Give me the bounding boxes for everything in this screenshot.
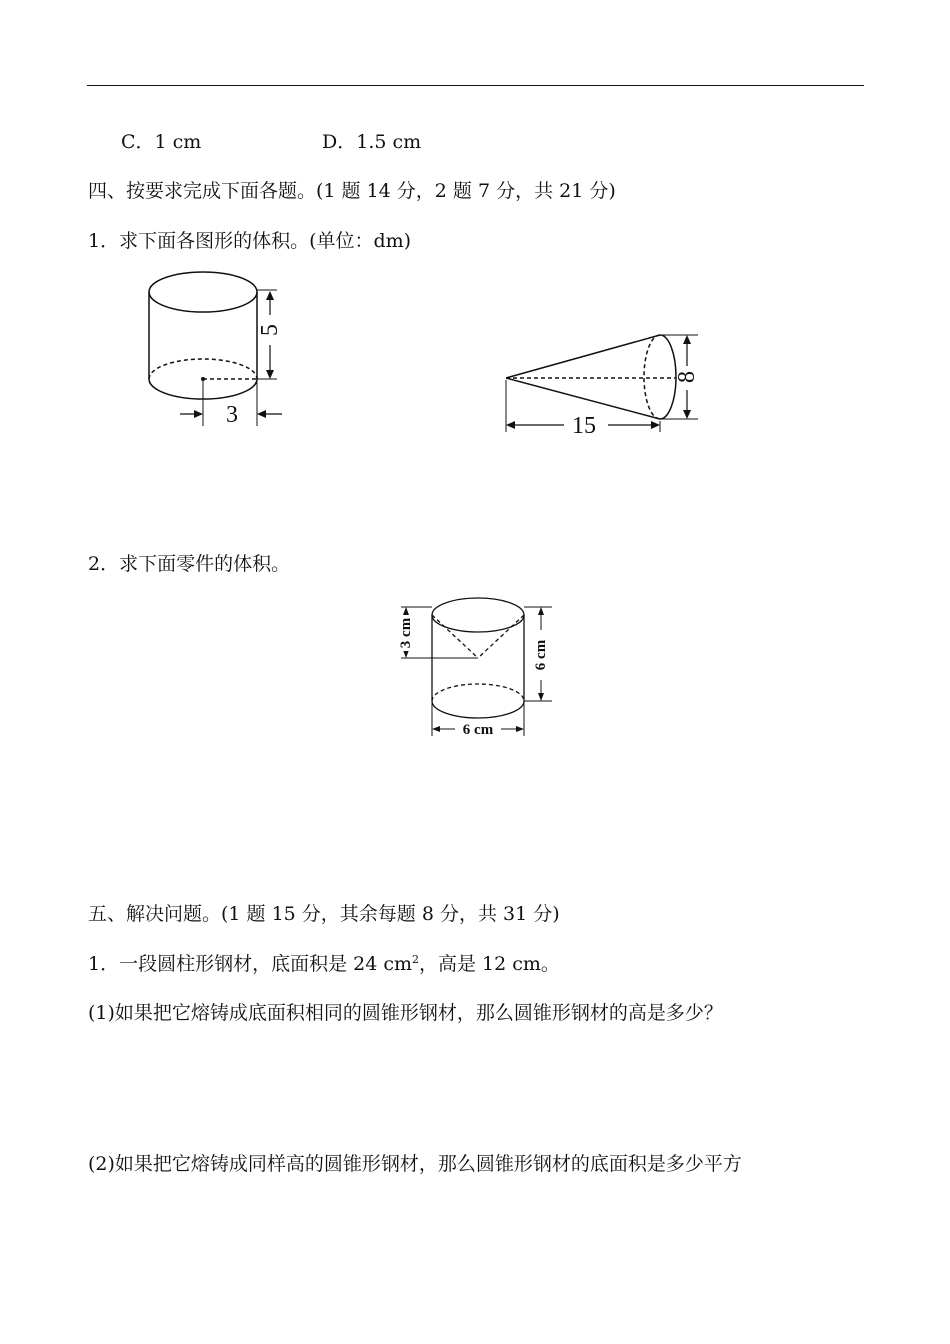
part-figure: [385, 590, 565, 740]
cylinder-top-ellipse: [149, 272, 257, 312]
section4-heading: 四、按要求完成下面各题。(1 题 14 分，2 题 7 分，共 21 分): [88, 180, 616, 202]
section4-question1: 1．求下面各图形的体积。(单位：dm): [88, 230, 412, 252]
part-bottom-back: [432, 684, 524, 701]
square-superscript: 2: [412, 953, 420, 966]
cone-height-arrow-left: [506, 421, 515, 429]
section5-question1-part2: (2)如果把它熔铸成同样高的圆锥形钢材，那么圆锥形钢材的底面积是多少平方: [88, 1153, 742, 1175]
cone-diameter-label: 8: [674, 371, 700, 383]
cylinder-height-arrow-top: [266, 291, 274, 300]
cone-diameter-arrow-top: [683, 335, 691, 344]
cylinder-bottom-back: [149, 359, 257, 379]
part-cone-hole-right: [478, 615, 524, 658]
section5-question1-height: ，高是 12 cm。: [419, 953, 560, 975]
cylinder-radius-label: 3: [226, 402, 238, 428]
cone-upper-slant: [506, 335, 660, 378]
cylinder-radius-arrow-right: [257, 410, 266, 418]
section5-question1-text: 1．一段圆柱形钢材，底面积是 24 cm: [88, 953, 413, 975]
section5-question1: [88, 952, 560, 976]
option-d: D．1.5 cm: [322, 131, 422, 153]
cylinder-radius-arrow-left: [194, 410, 203, 418]
section4-question2: 2．求下面零件的体积。: [88, 553, 291, 575]
cone-base-back: [644, 335, 660, 419]
section5-question1-part1: (1)如果把它熔铸成底面积相同的圆锥形钢材，那么圆锥形钢材的高是多少？: [88, 1002, 723, 1024]
cylinder-height-label: 5: [257, 324, 283, 336]
section5-heading: 五、解决问题。(1 题 15 分，其余每题 8 分，共 31 分): [88, 903, 560, 925]
cylinder-figure: [140, 262, 300, 434]
cylinder-height-arrow-bottom: [266, 370, 274, 379]
part-bottom-front: [432, 701, 524, 718]
cone-diameter-arrow-bottom: [683, 410, 691, 419]
part-diameter-label: 6 cm: [462, 722, 494, 738]
cone-figure: [500, 330, 710, 440]
part-cone-depth-label: 3 cm: [398, 617, 414, 649]
part-cone-hole-left: [432, 615, 478, 658]
cone-height-arrow-right: [651, 421, 660, 429]
header-rule: [87, 85, 864, 86]
part-top-ellipse: [432, 598, 524, 632]
part-height-label: 6 cm: [533, 639, 549, 671]
cone-height-label: 15: [572, 413, 596, 439]
option-c: C．1 cm: [121, 131, 202, 153]
